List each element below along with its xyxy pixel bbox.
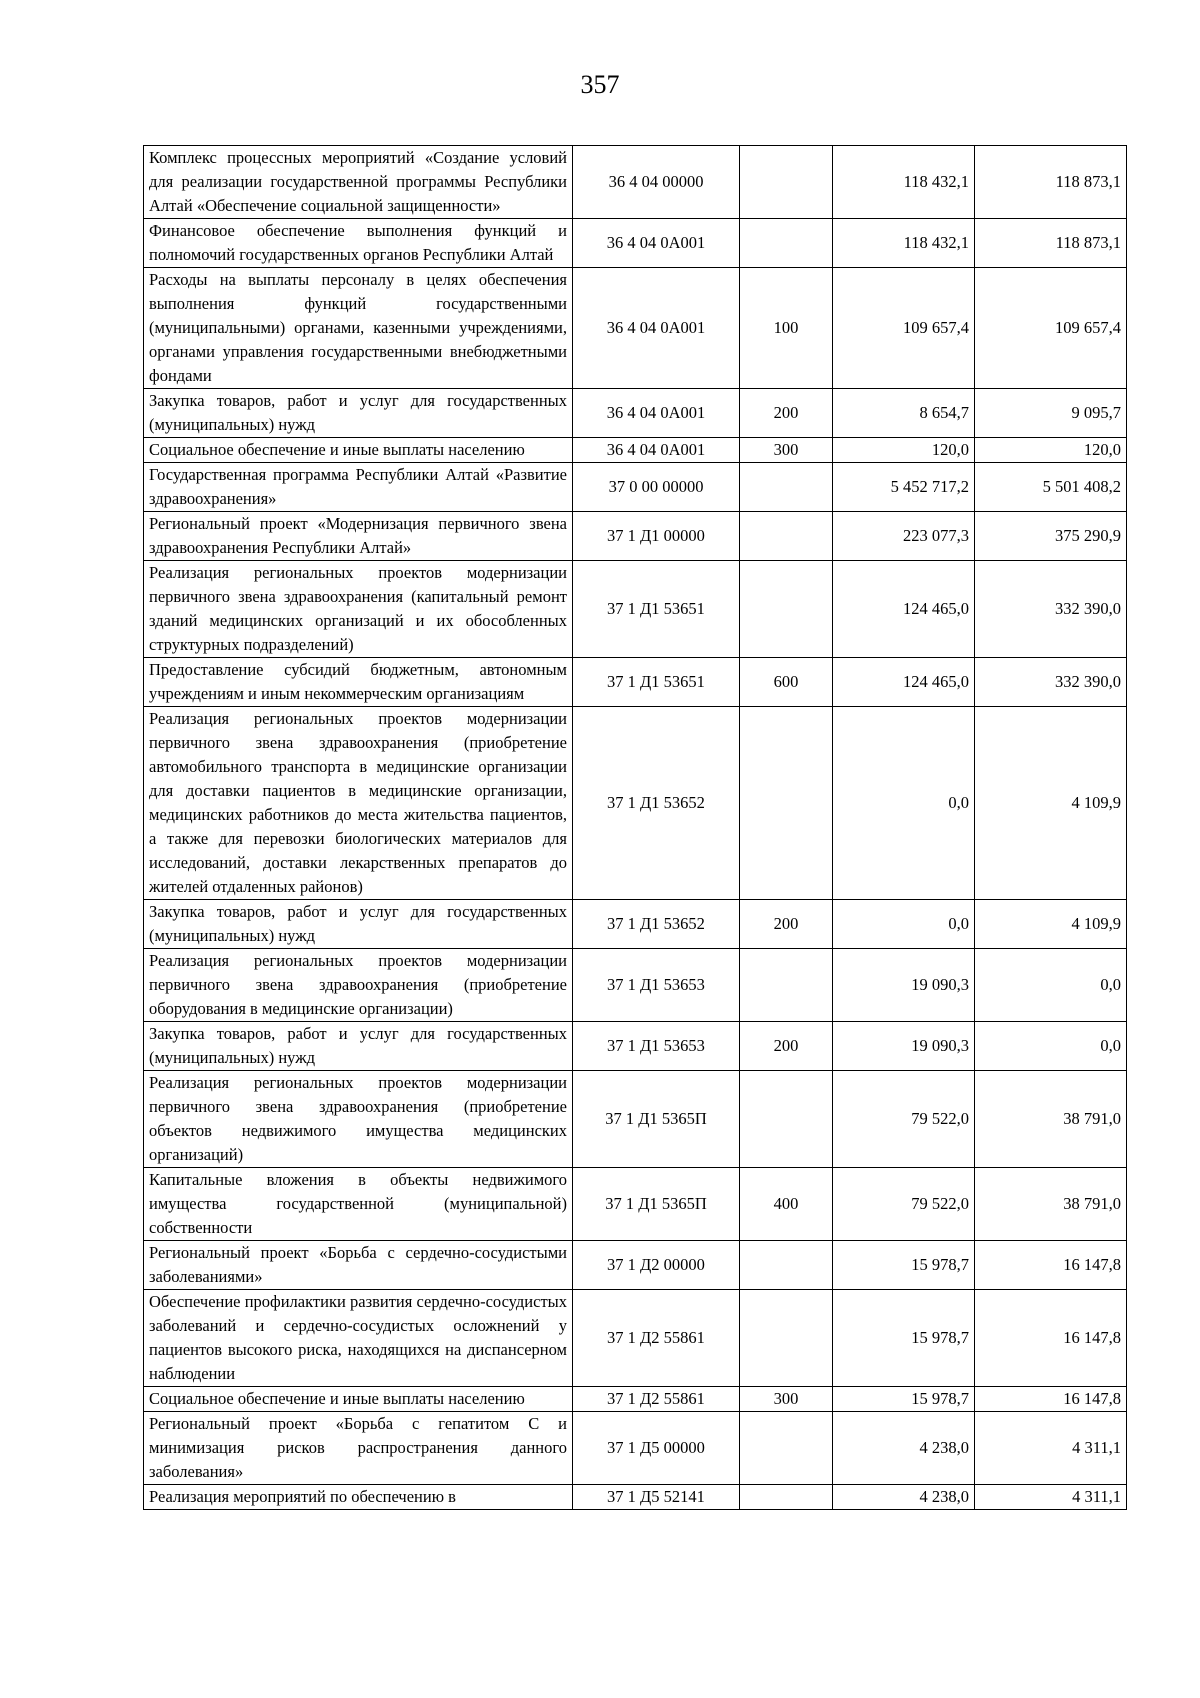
row-expense-type-cell: 200 [740,900,833,949]
row-expense-type-cell: 600 [740,658,833,707]
row-code-cell: 37 1 Д1 53653 [573,949,740,1022]
row-expense-type-cell: 300 [740,1387,833,1412]
table-row [144,900,1127,949]
row-amount-year1-cell: 15 978,7 [833,1290,975,1387]
table-row [144,1168,1127,1241]
table-row [144,463,1127,512]
row-amount-year1-cell: 0,0 [833,900,975,949]
table-row [144,146,1127,219]
row-amount-year2-cell: 375 290,9 [975,512,1127,561]
row-name-cell: Реализация региональных проектов модернизации первичного звена здравоохранения (приобретение оборудования в медицинские организации) [144,949,573,1022]
row-code-cell: 37 0 00 00000 [573,463,740,512]
row-amount-year1-cell: 124 465,0 [833,658,975,707]
row-name-cell: Закупка товаров, работ и услуг для государственных (муниципальных) нужд [144,1022,573,1071]
row-name-cell: Комплекс процессных мероприятий «Создание условий для реализации государственной программы Республики Алтай «Обеспечение социальной защищенности» [144,146,573,219]
row-amount-year2-cell: 109 657,4 [975,268,1127,389]
row-name-cell: Закупка товаров, работ и услуг для государственных (муниципальных) нужд [144,900,573,949]
row-code-cell: 37 1 Д2 00000 [573,1241,740,1290]
row-name-cell: Реализация мероприятий по обеспечению в [144,1485,573,1510]
row-code-cell: 37 1 Д1 5365П [573,1071,740,1168]
row-amount-year2-cell: 16 147,8 [975,1290,1127,1387]
row-expense-type-cell [740,1412,833,1485]
row-amount-year2-cell: 4 109,9 [975,900,1127,949]
row-expense-type-cell: 100 [740,268,833,389]
row-name-cell: Реализация региональных проектов модернизации первичного звена здравоохранения (приобретение объектов недвижимого имущества медицинских организаций) [144,1071,573,1168]
row-expense-type-cell [740,512,833,561]
row-amount-year2-cell: 0,0 [975,1022,1127,1071]
row-amount-year2-cell: 120,0 [975,438,1127,463]
budget-table [143,145,1127,1510]
row-code-cell: 36 4 04 0А001 [573,389,740,438]
row-name-cell: Финансовое обеспечение выполнения функций и полномочий государственных органов Республики Алтай [144,219,573,268]
row-expense-type-cell: 200 [740,389,833,438]
table-row [144,1290,1127,1387]
row-code-cell: 37 1 Д1 53651 [573,658,740,707]
row-name-cell: Закупка товаров, работ и услуг для государственных (муниципальных) нужд [144,389,573,438]
row-amount-year2-cell: 16 147,8 [975,1241,1127,1290]
table-row [144,268,1127,389]
table-row [144,1387,1127,1412]
row-amount-year2-cell: 38 791,0 [975,1168,1127,1241]
row-name-cell: Региональный проект «Модернизация первичного звена здравоохранения Республики Алтай» [144,512,573,561]
row-code-cell: 37 1 Д1 53651 [573,561,740,658]
row-expense-type-cell [740,1485,833,1510]
row-name-cell: Реализация региональных проектов модернизации первичного звена здравоохранения (приобретение автомобильного транспорта в медицинские организации для доставки пациентов в медицинские организации, медицинских работников до места жительства пациентов, а также для перевозки биологических материалов для исследований, доставки лекарственных препаратов до жителей отдаленных районов) [144,707,573,900]
table-row [144,1412,1127,1485]
row-name-cell: Социальное обеспечение и иные выплаты населению [144,1387,573,1412]
row-amount-year1-cell: 79 522,0 [833,1071,975,1168]
row-code-cell: 36 4 04 0А001 [573,438,740,463]
row-expense-type-cell: 200 [740,1022,833,1071]
table-row [144,389,1127,438]
row-amount-year2-cell: 332 390,0 [975,658,1127,707]
table-row [144,512,1127,561]
table-row [144,561,1127,658]
row-expense-type-cell: 300 [740,438,833,463]
row-name-cell: Социальное обеспечение и иные выплаты населению [144,438,573,463]
budget-table-body [144,146,1127,1510]
table-row [144,707,1127,900]
row-amount-year2-cell: 118 873,1 [975,146,1127,219]
row-amount-year1-cell: 19 090,3 [833,1022,975,1071]
table-row [144,949,1127,1022]
row-name-cell: Обеспечение профилактики развития сердечно-сосудистых заболеваний и сердечно-сосудистых осложнений у пациентов высокого риска, находящихся на диспансерном наблюдении [144,1290,573,1387]
row-code-cell: 37 1 Д2 55861 [573,1290,740,1387]
row-amount-year2-cell: 0,0 [975,949,1127,1022]
row-expense-type-cell: 400 [740,1168,833,1241]
row-amount-year1-cell: 223 077,3 [833,512,975,561]
table-row [144,1022,1127,1071]
row-code-cell: 36 4 04 0А001 [573,219,740,268]
table-row [144,219,1127,268]
row-name-cell: Расходы на выплаты персоналу в целях обеспечения выполнения функций государственными (муниципальными) органами, казенными учреждениями, органами управления государственными внебюджетными фондами [144,268,573,389]
row-code-cell: 37 1 Д1 00000 [573,512,740,561]
row-amount-year1-cell: 4 238,0 [833,1485,975,1510]
row-amount-year1-cell: 4 238,0 [833,1412,975,1485]
row-expense-type-cell [740,1290,833,1387]
page-number: 357 [580,70,620,99]
row-amount-year2-cell: 4 311,1 [975,1485,1127,1510]
row-expense-type-cell [740,1241,833,1290]
row-expense-type-cell [740,219,833,268]
row-expense-type-cell [740,707,833,900]
row-code-cell: 37 1 Д1 53653 [573,1022,740,1071]
row-amount-year1-cell: 124 465,0 [833,561,975,658]
row-code-cell: 37 1 Д5 52141 [573,1485,740,1510]
row-amount-year2-cell: 118 873,1 [975,219,1127,268]
row-amount-year2-cell: 5 501 408,2 [975,463,1127,512]
row-name-cell: Предоставление субсидий бюджетным, автономным учреждениям и иным некоммерческим организациям [144,658,573,707]
table-row [144,438,1127,463]
row-expense-type-cell [740,949,833,1022]
row-amount-year2-cell: 4 311,1 [975,1412,1127,1485]
row-code-cell: 37 1 Д1 5365П [573,1168,740,1241]
row-amount-year2-cell: 332 390,0 [975,561,1127,658]
row-amount-year1-cell: 19 090,3 [833,949,975,1022]
row-amount-year1-cell: 79 522,0 [833,1168,975,1241]
row-amount-year1-cell: 15 978,7 [833,1387,975,1412]
table-row [144,1071,1127,1168]
row-name-cell: Региональный проект «Борьба с гепатитом С и минимизация рисков распространения данного заболевания» [144,1412,573,1485]
row-amount-year1-cell: 5 452 717,2 [833,463,975,512]
row-code-cell: 37 1 Д5 00000 [573,1412,740,1485]
table-row [144,1485,1127,1510]
row-amount-year1-cell: 118 432,1 [833,146,975,219]
row-name-cell: Региональный проект «Борьба с сердечно-сосудистыми заболеваниями» [144,1241,573,1290]
row-name-cell: Капитальные вложения в объекты недвижимого имущества государственной (муниципальной) собственности [144,1168,573,1241]
row-amount-year2-cell: 9 095,7 [975,389,1127,438]
row-name-cell: Реализация региональных проектов модернизации первичного звена здравоохранения (капитальный ремонт зданий медицинских организаций и их обособленных структурных подразделений) [144,561,573,658]
row-amount-year2-cell: 16 147,8 [975,1387,1127,1412]
row-amount-year1-cell: 118 432,1 [833,219,975,268]
row-expense-type-cell [740,463,833,512]
table-row [144,658,1127,707]
row-code-cell: 37 1 Д1 53652 [573,900,740,949]
row-expense-type-cell [740,561,833,658]
row-amount-year2-cell: 38 791,0 [975,1071,1127,1168]
row-amount-year1-cell: 15 978,7 [833,1241,975,1290]
row-expense-type-cell [740,146,833,219]
table-row [144,1241,1127,1290]
row-code-cell: 37 1 Д2 55861 [573,1387,740,1412]
row-amount-year1-cell: 0,0 [833,707,975,900]
row-code-cell: 37 1 Д1 53652 [573,707,740,900]
row-name-cell: Государственная программа Республики Алтай «Развитие здравоохранения» [144,463,573,512]
row-expense-type-cell [740,1071,833,1168]
row-code-cell: 36 4 04 00000 [573,146,740,219]
row-amount-year2-cell: 4 109,9 [975,707,1127,900]
row-amount-year1-cell: 109 657,4 [833,268,975,389]
row-amount-year1-cell: 8 654,7 [833,389,975,438]
row-amount-year1-cell: 120,0 [833,438,975,463]
row-code-cell: 36 4 04 0А001 [573,268,740,389]
